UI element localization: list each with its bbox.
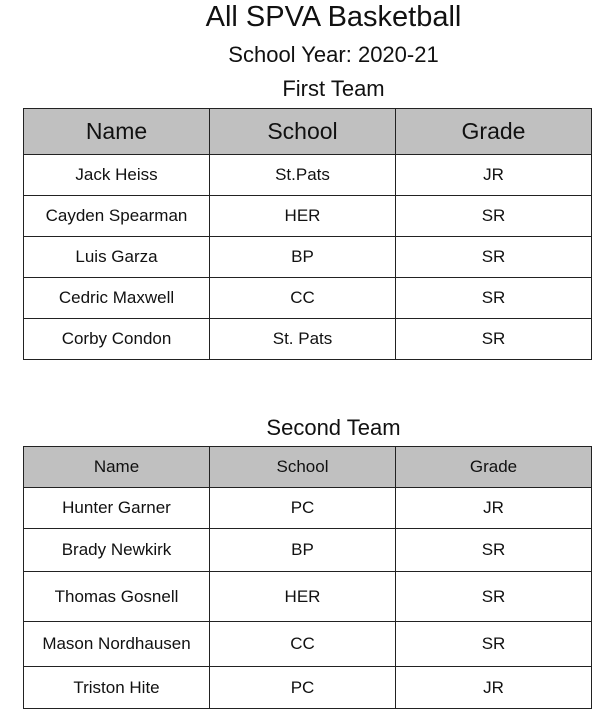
player-name: Cayden Spearman — [24, 196, 210, 237]
player-name: Cedric Maxwell — [24, 278, 210, 319]
second-team-table — [23, 446, 592, 709]
player-name: Triston Hite — [24, 667, 210, 709]
player-name: Jack Heiss — [24, 155, 210, 196]
second-team-heading: Second Team — [266, 415, 401, 440]
player-school: HER — [210, 572, 396, 622]
player-name: Hunter Garner — [24, 488, 210, 529]
table-row — [24, 196, 592, 237]
table-row — [24, 667, 592, 709]
player-name: Luis Garza — [24, 237, 210, 278]
table-row — [24, 572, 592, 622]
table-row — [24, 622, 592, 667]
table-row — [24, 488, 592, 529]
first-team-table — [23, 108, 592, 360]
column-header-name: Name — [24, 447, 210, 488]
table-row — [24, 155, 592, 196]
column-header-name: Name — [24, 109, 210, 155]
player-name: Mason Nordhausen — [24, 622, 210, 667]
table-row — [24, 529, 592, 572]
player-school: PC — [210, 667, 396, 709]
player-school: CC — [210, 622, 396, 667]
player-school: St. Pats — [210, 319, 396, 360]
player-grade: SR — [396, 572, 592, 622]
table-row — [24, 319, 592, 360]
column-header-grade: Grade — [396, 109, 592, 155]
first-team-heading: First Team — [282, 76, 385, 101]
player-name: Corby Condon — [24, 319, 210, 360]
table-header-row — [24, 447, 592, 488]
player-grade: SR — [396, 319, 592, 360]
player-grade: SR — [396, 622, 592, 667]
player-name: Thomas Gosnell — [24, 572, 210, 622]
school-year: School Year: 2020-21 — [228, 42, 439, 67]
player-grade: SR — [396, 529, 592, 572]
player-school: BP — [210, 529, 396, 572]
player-grade: JR — [396, 667, 592, 709]
player-school: HER — [210, 196, 396, 237]
player-school: St.Pats — [210, 155, 396, 196]
player-grade: SR — [396, 278, 592, 319]
player-grade: JR — [396, 155, 592, 196]
player-school: BP — [210, 237, 396, 278]
column-header-school: School — [210, 109, 396, 155]
player-school: CC — [210, 278, 396, 319]
table-header-row — [24, 109, 592, 155]
player-school: PC — [210, 488, 396, 529]
table-row — [24, 278, 592, 319]
player-grade: SR — [396, 237, 592, 278]
player-grade: JR — [396, 488, 592, 529]
column-header-school: School — [210, 447, 396, 488]
table-row — [24, 237, 592, 278]
player-name: Brady Newkirk — [24, 529, 210, 572]
column-header-grade: Grade — [396, 447, 592, 488]
player-grade: SR — [396, 196, 592, 237]
page-title: All SPVA Basketball — [205, 1, 462, 33]
